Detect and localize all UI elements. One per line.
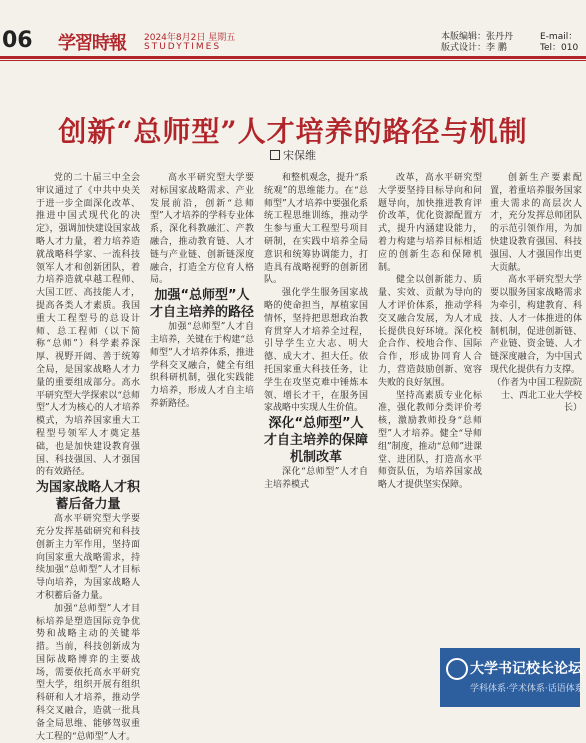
paragraph: 深化“总师型”人才自主培养模式 bbox=[264, 467, 368, 490]
issue-date: 2024年8月2日 星期五 bbox=[144, 33, 236, 43]
paragraph: 加强“总师型”人才目标培养是塑造国际竞争优势和战略主动的关键举措。当前，科技创新成为国际战略博弈的主要战场，需要依托高水平研究型大学，组织开展有组织科研和人才培养，推动学科交叉融合，造就一批具备全局思维、能够驾驭重大工程的“总师型”人才。 bbox=[36, 603, 140, 742]
author-marker-icon bbox=[270, 150, 280, 160]
section-heading: 为国家战略人才积蓄后备力量 bbox=[36, 480, 141, 513]
section-heading: 加强“总师型”人才自主培养的路径 bbox=[150, 288, 255, 321]
paragraph: 改革，高水平研究型大学要坚持目标导向和问题导向，加快推进教育评价改革，优化资源配置方式，提升内涵建设能力，着力构建与培养目标相适应的创新生态和保障机制。 bbox=[378, 173, 482, 273]
page-header bbox=[0, 0, 586, 54]
paragraph: 高水平研究型大学要以服务国家战略需求为牵引，构建教育、科技、人才一体推进的体制机制，促进创新链、产业链、资金链、人才链深度融合，为中国式现代化提供有力支撑。 bbox=[490, 275, 582, 375]
article-title: 创新“总师型”人才培养的路径与机制 bbox=[58, 115, 528, 148]
forum-name: 大学书记校长论坛 bbox=[470, 661, 582, 677]
column-1 bbox=[36, 172, 141, 742]
paragraph: 党的二十届三中全会审议通过了《中共中央关于进一步全面深化改革、推进中国式现代化的决定》，强调加快建设国家战略人才力量，着力培养造就战略科学家、一流科技领军人才和创新团队，着力培养造就卓越工程师、大国工匠、高技能人才，提高各类人才素质。我国重大工程型号的总设计师、总工程师（以下简称“总师”）科学素养深厚、视野开阔、善于统筹全局，是国家战略人才力量的重要组成部分。高水平研究型大学探索以“总师型”人才为核心的人才培养模式，为培养国家重大工程型号领军人才奠定基础，也是加快建设教育强国、科技强国、人才强国的有效路径。 bbox=[36, 173, 140, 478]
page-number: 06 bbox=[2, 28, 33, 53]
forum-tagline: 学科体系·学术体系·话语体系 bbox=[470, 684, 584, 694]
masthead-logo: 学習時報 bbox=[58, 33, 126, 54]
paragraph: 加强“总师型”人才自主培养，关键在于构建“总师型”人才培养体系，推进学科交叉融合，健全有组织科研机制，强化实践能力培养，形成人才自主培养新路径。 bbox=[150, 322, 254, 409]
paragraph: 坚持高素质专业化标准，强化教师分类评价考核，激励教师投身“总师型”人才培养。健全“导师组”制度，推动“总师”进课堂、进团队，打造高水平师资队伍，为培养国家战略人才提供坚实保障。 bbox=[378, 390, 482, 491]
column-4 bbox=[378, 172, 482, 707]
paragraph: 高水平研究型大学要对标国家战略需求、产业发展前沿，创新“总师型”人才培养的学科专业体系，深化科教融汇、产教融合，推动教育链、人才链与产业链、创新链深度融合，打造全方位育人格局。 bbox=[150, 173, 254, 286]
paragraph: 强化学生服务国家战略的使命担当，厚植家国情怀，坚持把思想政治教育贯穿人才培养全过程，引导学生立大志、明大德、成大才、担大任。依托国家重大科技任务，让学生在攻坚克难中锤炼本领、增长才干，在服务国家战略中实现人生价值。 bbox=[264, 288, 368, 414]
tel-line: Tel：010 bbox=[540, 43, 579, 53]
editor-credits bbox=[441, 32, 513, 54]
paragraph: 高水平研究型大学要充分发挥基础研究和科技创新主力军作用，坚持面向国家重大战略需求，持续加强“总师型”人才目标导向培养，为国家战略人才积蓄后备力量。 bbox=[36, 514, 140, 601]
header-rule bbox=[0, 56, 586, 59]
author-byline: （作者为中国工程院院士、西北工业大学校长） bbox=[491, 377, 582, 414]
column-2 bbox=[150, 172, 254, 707]
column-5 bbox=[490, 172, 582, 642]
forum-emblem-icon bbox=[446, 658, 468, 680]
email-line: E-mail： bbox=[540, 32, 578, 42]
article-author bbox=[0, 147, 586, 163]
editor-line: 本版编辑：张丹丹 bbox=[441, 32, 514, 42]
masthead-english: STUDYTIMES bbox=[144, 42, 222, 52]
paragraph: 和整机观念，提升“系统观”的思维能力。在“总师型”人才培养中要强化系统工程思维训练，推动学生参与重大工程型号项目研制，在实践中培养全局意识和统筹协调能力，打造具有战略视野的创新团队。 bbox=[264, 173, 368, 286]
author-name: 宋保维 bbox=[283, 149, 316, 162]
paragraph: 创新生产要素配置，着重培养服务国家重大需求的高层次人才，充分发挥总师团队的示范引领作用，为加快建设教育强国、科技强国、人才强国作出更大贡献。 bbox=[490, 173, 582, 273]
header-rule-thin bbox=[0, 60, 586, 61]
designer-line: 版式设计：李 鹏 bbox=[441, 43, 507, 53]
column-3 bbox=[264, 172, 368, 707]
section-heading: 深化“总师型”人才自主培养的保障机制改革 bbox=[264, 416, 369, 466]
contact-info bbox=[540, 32, 578, 54]
paragraph: 健全以创新能力、质量、实效、贡献为导向的人才评价体系，推动学科交叉融合发展，为人才成长提供良好环境。深化校企合作、校地合作、国际合作，形成协同育人合力，营造鼓励创新、宽容失败的良好氛围。 bbox=[378, 275, 482, 388]
